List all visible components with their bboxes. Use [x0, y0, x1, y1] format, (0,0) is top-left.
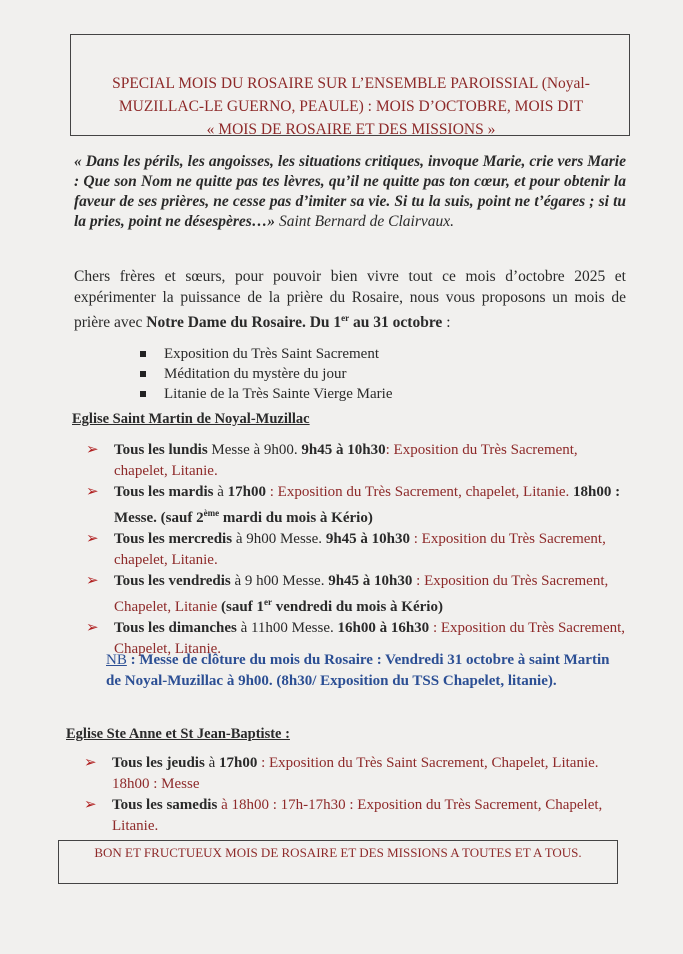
title-line-3: « MOIS DE ROSAIRE ET DES MISSIONS » [206, 121, 496, 138]
mass-text: à [213, 484, 228, 500]
title-line-1: SPECIAL MOIS DU ROSAIRE SUR L’ENSEMBLE PAROISSIAL (Noyal- [112, 75, 590, 92]
nb-tag: NB [106, 652, 127, 668]
schedule-item-samedi [84, 795, 624, 837]
intro-sup: er [341, 313, 350, 323]
arrow-right-icon: ➢ [86, 442, 99, 458]
day-label: Tous les jeudis [112, 755, 205, 771]
quote-text: « Dans les périls, les angoisses, les situations critiques, invoque Marie, crie vers Marie : Que son Nom ne quitte pas tes lèvres, qu’il ne quitte pas ton cœur, et pour obtenir la faveur de ses prières, ne cesse pas d’imiter sa vie. Si tu la suis, point ne t’égares ; si tu la pries, point ne désespères…» [74, 153, 626, 230]
nb-note [106, 650, 626, 692]
mass-text: à 9h00 Messe. [232, 531, 326, 547]
detail-text: : Exposition du Très Sacrement, chapelet, Litanie. [114, 442, 578, 479]
extra-tail: vendredi du mois à Kério) [271, 599, 443, 615]
arrow-right-icon: ➢ [84, 755, 97, 771]
schedule-item-jeudi [84, 753, 624, 795]
extra-bold-text: 18h00 : Messe. (sauf 2 [114, 484, 621, 526]
nb-text: : Messe de clôture du mois du Rosaire : Vendredi 31 octobre à saint Martin de Noyal-Muzillac à 9h00. (8h30/ Exposition du TSS Chapelet, litanie). [106, 652, 610, 689]
day-label: Tous les lundis [114, 442, 208, 458]
arrow-right-icon: ➢ [86, 573, 99, 589]
time-range: 17h00 [218, 755, 258, 771]
arrow-right-icon: ➢ [86, 484, 99, 500]
list-item [140, 364, 393, 384]
time-range: 17h00 [227, 484, 266, 500]
detail-text: : Exposition du Très Sacrement, chapelet, Litanie. [114, 531, 606, 568]
arrow-right-icon: ➢ [84, 797, 97, 813]
footer-message: BON ET FRUCTUEUX MOIS DE ROSAIRE ET DES MISSIONS A TOUTES ET A TOUS. [94, 845, 582, 860]
schedule-item-lundi [86, 440, 626, 482]
intro-tail: : [442, 314, 451, 332]
list-item [140, 344, 393, 364]
schedule-item-mercredi [86, 529, 626, 571]
list-item [140, 384, 393, 404]
schedule-item-vendredi [86, 571, 626, 618]
mass-text: Messe à 9h00. [207, 442, 302, 458]
arrow-right-icon: ➢ [86, 531, 99, 547]
day-label: Tous les dimanches [114, 620, 237, 636]
list-item-label: Exposition du Très Saint Sacrement [164, 346, 379, 362]
intro-bold-end: au 31 octobre [349, 314, 443, 332]
time-range: 9h45 à 10h30 [301, 442, 386, 458]
schedule-ste-anne [84, 753, 624, 837]
intro-paragraph [74, 266, 626, 333]
intro-text: Chers frères et sœurs, pour pouvoir bien vivre tout ce mois d’octobre 2025 et expérimenter la puissance de la prière du Rosaire, nous vous proposons un mois de prière avec [74, 268, 626, 332]
detail-text: : Exposition du Très Sacrement, Chapelet, Litanie [114, 573, 609, 615]
schedule-item-mardi [86, 482, 626, 529]
extra-bold-text: (sauf 1 [221, 599, 264, 615]
detail-text: : Exposition du Très Saint Sacrement, Chapelet, Litanie. 18h00 : Messe [112, 755, 599, 792]
extra-sup: ème [203, 508, 220, 518]
day-label: Tous les mercredis [114, 531, 233, 547]
time-range: 16h00 à 16h30 [337, 620, 430, 636]
mass-text: à 9 h00 Messe. [230, 573, 329, 589]
list-item-label: Méditation du mystère du jour [164, 366, 347, 382]
intro-bold-dates: Notre Dame du Rosaire. Du 1 [146, 314, 342, 332]
detail-text: : Exposition du Très Sacrement, chapelet, Litanie. [266, 484, 574, 500]
extra-tail: mardi du mois à Kério) [219, 510, 373, 526]
list-item-label: Litanie de la Très Sainte Vierge Marie [164, 386, 393, 402]
time-range: 9h45 à 10h30 [325, 531, 410, 547]
activity-list [140, 344, 393, 404]
page-title [76, 72, 626, 141]
church-heading-saint-martin: Eglise Saint Martin de Noyal-Muzillac [72, 411, 310, 427]
day-label: Tous les vendredis [114, 573, 231, 589]
arrow-right-icon: ➢ [86, 620, 99, 636]
day-label: Tous les mardis [114, 484, 214, 500]
church-heading-ste-anne: Eglise Ste Anne et St Jean-Baptiste : [66, 726, 290, 742]
title-line-2: MUZILLAC-LE GUERNO, PEAULE) : MOIS D’OCTOBRE, MOIS DIT [118, 98, 584, 115]
time-range: 9h45 à 10h30 [328, 573, 413, 589]
quote-author: Saint Bernard de Clairvaux. [275, 213, 455, 230]
mass-text: à [204, 755, 219, 771]
quote-paragraph [74, 152, 626, 232]
extra-sup: er [263, 597, 272, 607]
mass-text: à 18h00 : 17h-17h30 : Exposition du Très Sacrement, Chapelet, Litanie. [112, 797, 603, 834]
detail-text: : Exposition du Très Sacrement, Chapelet, Litanie. [114, 620, 626, 657]
schedule-saint-martin [86, 440, 626, 660]
day-label: Tous les samedis [112, 797, 218, 813]
mass-text: à 11h00 Messe. [236, 620, 338, 636]
